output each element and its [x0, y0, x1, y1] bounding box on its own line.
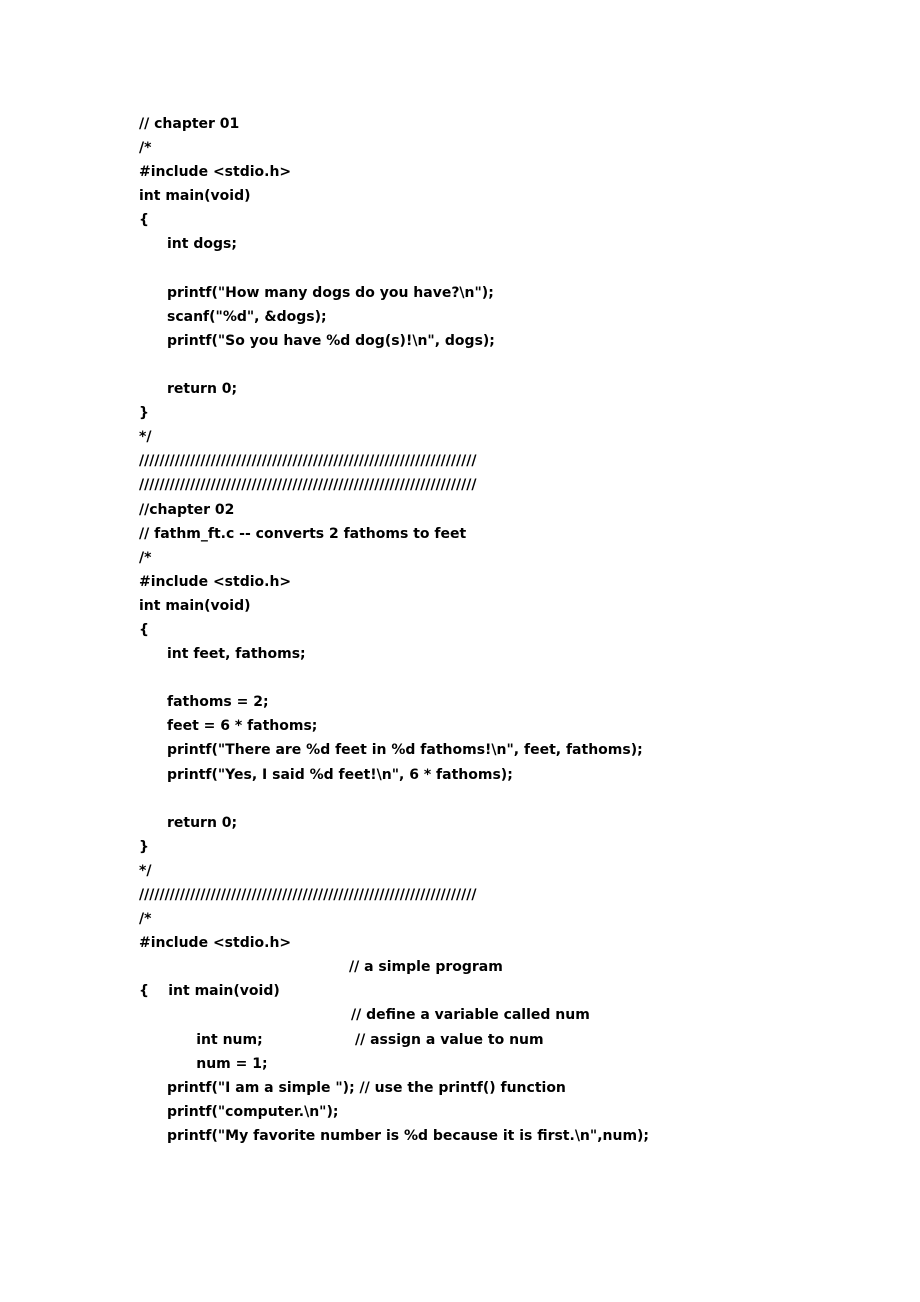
code-line: printf("computer.\n"); — [167, 1103, 339, 1120]
code-line-with-comment — [139, 955, 859, 1000]
code-line: fathoms = 2; — [167, 694, 269, 711]
code-line: #include <stdio.h> — [139, 573, 292, 590]
inline-comment: // a simple program — [349, 959, 503, 976]
blank-line — [139, 257, 859, 281]
code-line: printf("So you have %d dog(s)!\n", dogs); — [167, 332, 495, 349]
separator-line: ////////////////////////////////////////////////////////////////// — [139, 453, 477, 470]
inline-comment: // assign a value to num — [355, 1031, 544, 1048]
code-line-with-comment — [139, 1028, 859, 1072]
blank-line — [139, 787, 859, 811]
code-line: /* — [139, 911, 152, 928]
code-line: } — [139, 405, 149, 422]
code-line: // chapter 01 — [139, 116, 240, 132]
blank-line — [139, 666, 859, 690]
code-line: //chapter 02 — [139, 501, 235, 518]
code-line: printf("My favorite number is %d because it is first.\n",num); — [167, 1127, 650, 1144]
code-line: #include <stdio.h> — [139, 935, 292, 952]
code-listing — [139, 112, 859, 1148]
inline-comment: // define a variable called num — [351, 1007, 590, 1024]
code-line: return 0; — [167, 814, 238, 831]
blank-line — [139, 1052, 859, 1076]
code-line: int main(void) — [139, 188, 251, 205]
code-line: // fathm_ft.c -- converts 2 fathoms to feet — [139, 525, 467, 542]
code-line: /* — [139, 549, 152, 566]
code-line: int feet, fathoms; — [167, 646, 306, 663]
code-line: int dogs; — [167, 236, 237, 253]
blank-line — [139, 353, 859, 377]
code-line: printf("Yes, I said %d feet!\n", 6 * fathoms); — [167, 766, 513, 783]
code-line: printf("How many dogs do you have?\n"); — [167, 284, 494, 301]
code-line: } — [139, 838, 149, 855]
code-text: int num; — [196, 1031, 263, 1048]
code-line: */ — [139, 429, 152, 446]
code-line: printf("I am a simple "); // use the printf() function — [167, 1079, 566, 1096]
separator-line: ////////////////////////////////////////////////////////////////// — [139, 477, 477, 494]
code-line: */ — [139, 862, 152, 879]
code-line: scanf("%d", &dogs); — [167, 308, 327, 325]
code-line: #include <stdio.h> — [139, 164, 292, 181]
code-line: int main(void) — [139, 597, 251, 614]
code-line: { — [139, 983, 149, 1000]
code-line: { — [139, 621, 149, 638]
code-line: /* — [139, 140, 152, 157]
code-line: return 0; — [167, 381, 238, 398]
code-line: printf("There are %d feet in %d fathoms!\n", feet, fathoms); — [167, 742, 643, 759]
separator-line: ////////////////////////////////////////////////////////////////// — [139, 887, 477, 903]
code-line: feet = 6 * fathoms; — [167, 718, 318, 735]
code-text: int main(void) — [168, 983, 280, 1000]
code-line: { — [139, 212, 149, 229]
code-text: num = 1; — [196, 1055, 268, 1072]
